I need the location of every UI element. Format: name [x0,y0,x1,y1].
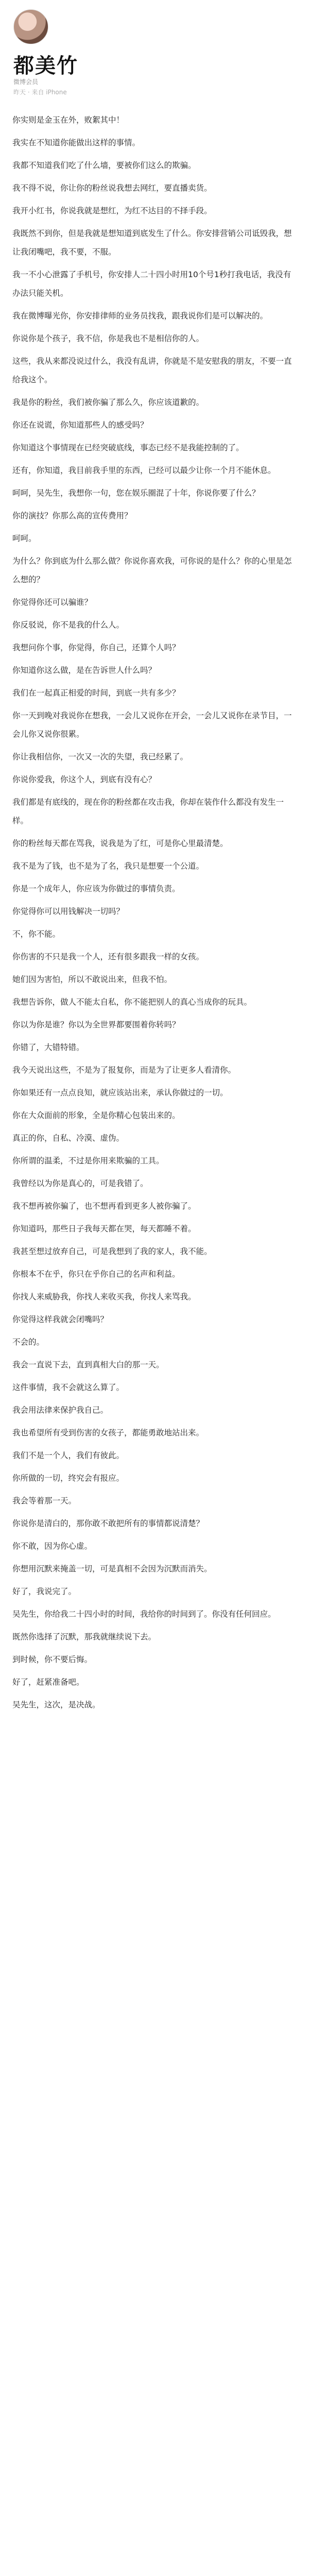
post-paragraph: 我会等着那一天。 [12,1496,77,1505]
post-paragraph: 她们因为害怕，所以不敢说出来，但我不怕。 [12,975,173,984]
post-paragraph: 我曾经以为你是真心的，可是我错了。 [12,1179,148,1188]
post-paragraph: 为什么？你到底为什么那么做？你说你喜欢我，可你说的是什么？你的心里是怎么想的？ [12,556,292,584]
post-paragraph: 我也希望所有受到伤害的女孩子，都能勇敢地站出来。 [12,1428,204,1437]
post-paragraph: 真正的你，自私、冷漠、虚伪。 [12,1133,125,1143]
post-paragraph: 你所做的一切，终究会有报应。 [12,1473,125,1483]
post-paragraph: 你让我相信你，一次又一次的失望，我已经累了。 [12,752,188,761]
post-header [0,0,309,108]
post-paragraph: 你在大众面前的形象，全是你精心包装出来的。 [12,1111,180,1120]
post-paragraph: 吴先生，这次，是决战。 [12,1700,100,1709]
post-paragraph: 你的粉丝每天都在骂我，说我是为了红，可是你心里最清楚。 [12,839,228,848]
post-paragraph: 我不是为了钱，也不是为了名，我只是想要一个公道。 [12,861,204,871]
post-paragraph: 你错了，大错特错。 [12,1043,84,1052]
post-paragraph: 我都不知道我们吃了什么墙，要被你们这么的欺骗。 [12,161,196,170]
post-paragraph: 我甚至想过放弃自己，可是我想到了我的家人，我不能。 [12,1247,212,1256]
post-paragraph: 好了，赶紧准备吧。 [12,1677,84,1687]
post-paragraph: 你说你是清白的，那你敢不敢把所有的事情都说清楚？ [12,1519,204,1528]
post-paragraph: 你觉得你还可以骗谁？ [12,598,93,607]
post-paragraph: 我不得不说，你让你的粉丝说我想去网红，要直播卖货。 [12,183,212,193]
post-paragraph: 你是一个成年人，你应该为你做过的事情负责。 [12,884,180,893]
post-paragraph: 你实则是金玉在外，败絮其中！ [12,115,125,125]
post-paragraph: 你知道吗，那些日子我每天都在哭，每天都睡不着。 [12,1224,196,1233]
post-paragraph: 还有，你知道，我目前我手里的东西，已经可以最少让你一个月不能休息。 [12,466,276,475]
post-paragraph: 到时候，你不要后悔。 [12,1655,93,1664]
avatar[interactable] [13,9,48,44]
post-paragraph: 你反驳说，你不是我的什么人。 [12,620,125,630]
post-paragraph: 好了，我说完了。 [12,1587,77,1596]
post-paragraph: 我会一直说下去，直到真相大白的那一天。 [12,1360,164,1369]
post-paragraph: 你知道你这么做，是在告诉世人什么吗？ [12,666,157,675]
post-paragraph: 这件事情，我不会就这么算了。 [12,1383,125,1392]
post-paragraph: 你如果还有一点点良知，就应该站出来，承认你做过的一切。 [12,1088,228,1097]
post-body [12,111,297,1718]
post-paragraph: 你根本不在乎，你只在乎你自己的名声和利益。 [12,1269,180,1279]
post-paragraph: 呵呵，吴先生，我想你一句，您在娱乐圈混了十年，你说你要了什么？ [12,488,260,498]
post-paragraph: 呵呵。 [12,534,37,543]
post-paragraph: 我一不小心泄露了手机号，你安排人二十四小时用10个号1秒打我电话，我没有办法只能关机。 [12,270,291,298]
post-paragraph: 我是你的粉丝，我们被你骗了那么久，你应该道歉的。 [12,398,204,407]
post-paragraph: 你还在说谎，你知道那些人的感受吗？ [12,420,148,430]
post-paragraph: 你说你是个孩子，我不信，你是我也不是相信你的人。 [12,334,204,343]
post-paragraph: 我既然不到你，但是我就是想知道到底发生了什么。你安排营销公司诋毁我，想让我闭嘴吧，我不要，不服。 [12,229,292,257]
post-paragraph: 这些，我从来都没说过什么，我没有乱讲，你就是不是安慰我的朋友，不要一直给我这个。 [12,357,292,384]
post-paragraph: 我想告诉你，做人不能太自私，你不能把别人的真心当成你的玩具。 [12,997,252,1007]
post-paragraph: 我今天说出这些，不是为了报复你，而是为了让更多人看清你。 [12,1065,236,1075]
post-paragraph: 你觉得你可以用钱解决一切吗？ [12,907,125,916]
post-paragraph: 既然你选择了沉默，那我就继续说下去。 [12,1632,157,1641]
post-paragraph: 我们不是一个人，我们有彼此。 [12,1451,125,1460]
post-paragraph: 我在微博曝光你，你安排律师的业务员找我，跟我说你们是可以解决的。 [12,311,268,320]
post-paragraph: 我会用法律来保护我自己。 [12,1405,109,1415]
author-name[interactable]: 都美竹 [13,54,78,78]
post-meta: 昨天 · 来自 iPhone [13,89,67,96]
post-paragraph: 你所谓的温柔，不过是你用来欺骗的工具。 [12,1156,164,1165]
post-paragraph: 我们在一起真正相爱的时间，到底一共有多少？ [12,688,180,698]
post-paragraph: 不会的。 [12,1337,45,1347]
post-paragraph: 我们都是有底线的，现在你的粉丝都在攻击我，你却在装作什么都没有发生一样。 [12,798,284,825]
post-paragraph: 我想问你个事，你觉得，你自己，还算个人吗？ [12,643,180,652]
post-paragraph: 吴先生，你给我二十四小时的时间，我给你的时间到了。你没有任何回应。 [12,1609,276,1619]
verified-label: 微博会员 [13,78,39,86]
post-paragraph: 你觉得这样我就会闭嘴吗？ [12,1315,109,1324]
post-paragraph: 我开小红书，你说我就是想红，为红不达目的不择手段。 [12,206,212,215]
post-paragraph: 你一天到晚对我说你在想我，一会儿又说你在开会，一会儿又说你在录节目，一会儿你又说你很累。 [12,711,292,739]
post-paragraph: 你知道这个事情现在已经突破底线，事态已经不是我能控制的了。 [12,443,244,452]
post-paragraph: 我实在不知道你能做出这样的事情。 [12,138,141,147]
post-paragraph: 你想用沉默来掩盖一切，可是真相不会因为沉默而消失。 [12,1564,212,1573]
post-paragraph: 你以为你是谁？你以为全世界都要围着你转吗？ [12,1020,180,1029]
post-paragraph: 你的演技？你那么高的宣传费用？ [12,511,132,520]
post-paragraph: 不，你不能。 [12,929,61,939]
post-paragraph: 我不想再被你骗了，也不想再看到更多人被你骗了。 [12,1201,196,1211]
post-paragraph: 你伤害的不只是我一个人，还有很多跟我一样的女孩。 [12,952,204,961]
post-paragraph: 你说你爱我，你这个人，到底有没有心？ [12,775,157,784]
post-paragraph: 你找人来威胁我，你找人来收买我，你找人来骂我。 [12,1292,196,1301]
post-paragraph: 你不敢，因为你心虚。 [12,1541,93,1551]
